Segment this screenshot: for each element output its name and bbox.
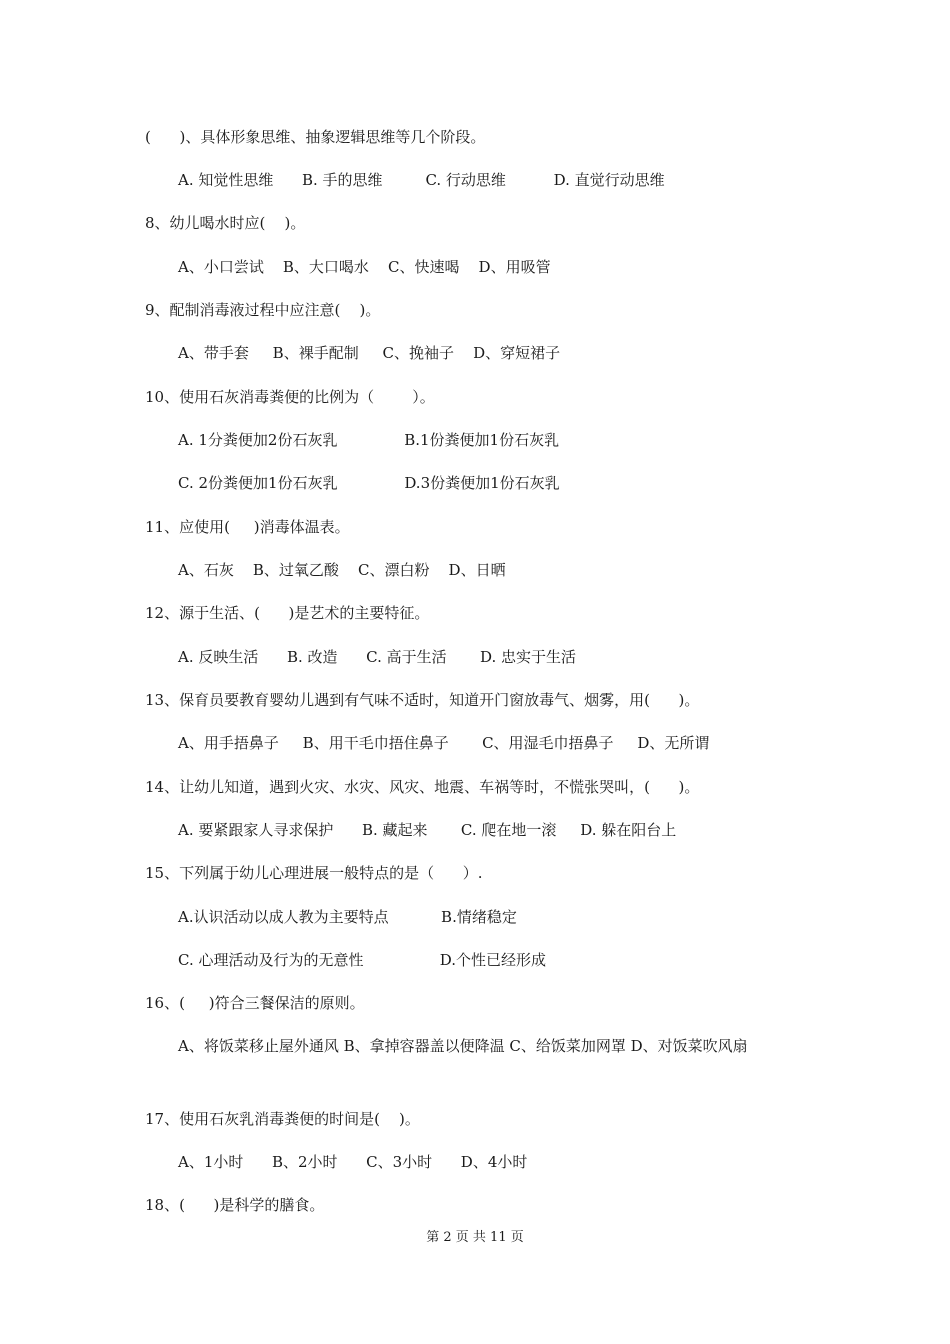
question-12-options: A. 反映生活 B. 改造 C. 高于生活 D. 忠实于生活 [178, 648, 577, 666]
question-14-options: A. 要紧跟家人寻求保护 B. 藏起来 C. 爬在地一滚 D. 躲在阳台上 [178, 821, 677, 839]
question-9-stem: 9、配制消毒液过程中应注意( )。 [145, 301, 381, 319]
question-13-stem: 13、保育员要教育婴幼儿遇到有气味不适时，知道开门窗放毒气、烟雾，用( )。 [145, 691, 700, 709]
question-14-stem: 14、让幼儿知道，遇到火灾、水灾、风灾、地震、车祸等时，不慌张哭叫，( )。 [145, 778, 700, 796]
question-10-options-cd: C. 2份粪便加1份石灰乳 D.3份粪便加1份石灰乳 [178, 474, 560, 492]
question-9-options: A、带手套 B、裸手配制 C、挽袖子 D、穿短裙子 [178, 344, 561, 362]
question-16-options: A、将饭菜移止屋外通风 B、拿掉容器盖以便降温 C、给饭菜加网罩 D、对饭菜吹风扇 [178, 1037, 748, 1055]
question-13-options: A、用手捂鼻子 B、用干毛巾捂住鼻子 C、用湿毛巾捂鼻子 D、无所谓 [178, 734, 710, 752]
question-15-options-ab: A.认识活动以成人教为主要特点 B.情绪稳定 [178, 908, 517, 926]
question-17-stem: 17、使用石灰乳消毒粪便的时间是( )。 [145, 1110, 420, 1128]
question-10-options-ab: A. 1分粪便加2份石灰乳 B.1份粪便加1份石灰乳 [178, 431, 560, 449]
question-18-stem: 18、( )是科学的膳食。 [145, 1196, 325, 1214]
page-footer: 第 2 页 共 11 页 [426, 1230, 524, 1245]
question-17-options: A、1小时 B、2小时 C、3小时 D、4小时 [178, 1153, 528, 1171]
question-8-stem: 8、幼儿喝水时应( )。 [145, 214, 306, 232]
question-10-stem: 10、使用石灰消毒粪便的比例为（ ）。 [145, 388, 435, 406]
question-8-options: A、小口尝试 B、大口喝水 C、快速喝 D、用吸管 [178, 258, 551, 276]
question-11-stem: 11、应使用( )消毒体温表。 [145, 518, 350, 536]
question-11-options: A、石灰 B、过氧乙酸 C、漂白粉 D、日晒 [178, 561, 506, 579]
question-7-options: A. 知觉性思维 B. 手的思维 C. 行动思维 D. 直觉行动思维 [178, 171, 665, 189]
question-12-stem: 12、源于生活、( )是艺术的主要特征。 [145, 604, 430, 622]
question-16-stem: 16、( )符合三餐保洁的原则。 [145, 994, 365, 1012]
question-15-stem: 15、下列属于幼儿心理进展一般特点的是（ ）. [145, 864, 483, 882]
question-7-stem: ( )、具体形象思维、抽象逻辑思维等几个阶段。 [145, 128, 486, 146]
question-15-options-cd: C. 心理活动及行为的无意性 D.个性已经形成 [178, 951, 547, 969]
